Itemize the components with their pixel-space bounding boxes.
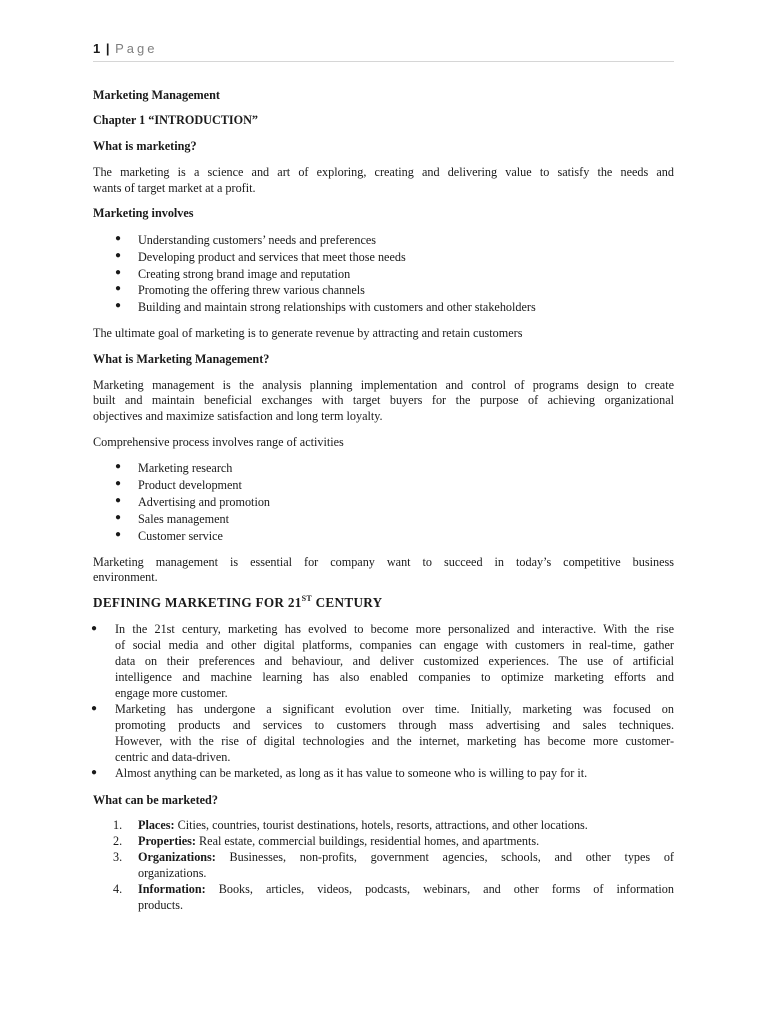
century-bullet-1-line-3: data on their preferences and behaviour, and deliver customized experiences. The use of artificial: [115, 654, 674, 668]
bullet-icon: ●: [91, 767, 98, 778]
bullet-icon: ●: [115, 300, 122, 311]
goal-paragraph: The ultimate goal of marketing is to generate revenue by attracting and retain customers: [93, 326, 523, 340]
page-number: 1: [93, 41, 101, 56]
list-number: 4.: [113, 882, 123, 896]
description: Books, articles, videos, podcasts, webinars, and other forms of information: [218, 882, 674, 896]
process-paragraph: Comprehensive process involves range of activities: [93, 435, 344, 449]
century-bullet-2-line-3: However, with the rise of digital technologies and the internet, marketing has become more customer-: [115, 734, 674, 748]
heading-superscript: ST: [301, 594, 313, 603]
bullet-icon: ●: [115, 283, 122, 294]
definition-line-1: The marketing is a science and art of exploring, creating and delivering value to satisfy the needs and: [93, 165, 674, 179]
list-item: Creating strong brand image and reputation: [138, 267, 351, 281]
heading-tail: CENTURY: [312, 595, 383, 610]
description: Cities, countries, tourist destinations, hotels, resorts, attractions, and other locations.: [177, 818, 588, 832]
bullet-icon: ●: [115, 250, 122, 261]
list-number: 1.: [113, 818, 123, 832]
bullet-icon: ●: [115, 512, 122, 523]
century-bullet-1-line-5: engage more customer.: [115, 686, 228, 700]
mm-line-3: objectives and maximize satisfaction and long term loyalty.: [93, 409, 383, 423]
list-item: Building and maintain strong relationships with customers and other stakeholders: [138, 300, 536, 314]
heading-main: DEFINING MARKETING FOR 21: [93, 595, 302, 610]
list-item: Developing product and services that meet those needs: [138, 250, 406, 264]
bullet-icon: ●: [115, 233, 122, 244]
mm-line-1: Marketing management is the analysis planning implementation and control of programs design to create: [93, 378, 674, 392]
essential-line-2: environment.: [93, 570, 158, 584]
list-number: 3.: [113, 850, 123, 864]
page-header: [93, 41, 674, 62]
list-item: [138, 833, 539, 849]
list-item: Marketing research: [138, 461, 233, 475]
list-item: Advertising and promotion: [138, 495, 271, 509]
bullet-icon: ●: [91, 703, 98, 714]
century-bullet-1-line-2: of social media and other digital platforms, companies can engage with customers in real-time, gather: [115, 638, 674, 652]
list-item: [138, 881, 674, 897]
list-item: Sales management: [138, 512, 230, 526]
question-marketing-management: What is Marketing Management?: [93, 352, 270, 366]
list-number: 2.: [113, 834, 123, 848]
century-bullet-2-line-2: promoting products and services to customers through mass advertising and sales techniques.: [115, 718, 674, 732]
bullet-icon: ●: [115, 267, 122, 278]
term: Places:: [138, 818, 175, 832]
century-bullet-2-line-4: centric and data-driven.: [115, 750, 231, 764]
involves-heading: Marketing involves: [93, 206, 194, 220]
page-label: Page: [115, 41, 158, 56]
term: Information:: [138, 882, 206, 896]
header-separator: |: [105, 41, 110, 56]
bullet-icon: ●: [115, 461, 122, 472]
bullet-icon: ●: [115, 495, 122, 506]
description: Real estate, commercial buildings, residential homes, and apartments.: [199, 834, 540, 848]
document-title: Marketing Management: [93, 88, 220, 102]
century-bullet-1-line-4: intelligence and machine learning has also enabled companies to optimize marketing efforts and: [115, 670, 674, 684]
list-item: Promoting the offering threw various channels: [138, 283, 365, 297]
list-item: [138, 849, 674, 865]
bullet-icon: ●: [115, 529, 122, 540]
term: Organizations:: [138, 850, 216, 864]
bullet-icon: ●: [91, 623, 98, 634]
description: Businesses, non-profits, government agencies, schools, and other types of: [229, 850, 674, 864]
mm-line-2: built and maintain beneficial exchanges with target buyers for the purpose of achieving organizational: [93, 393, 674, 407]
century-bullet-1-line-1: In the 21st century, marketing has evolved to become more personalized and interactive. With the rise: [115, 622, 674, 636]
century-bullet-3-line-1: Almost anything can be marketed, as long as it has value to someone who is willing to pay for it.: [115, 766, 588, 780]
bullet-icon: ●: [115, 478, 122, 489]
list-item: Customer service: [138, 529, 223, 543]
list-item-continuation: products.: [138, 898, 184, 912]
century-bullet-2-line-1: Marketing has undergone a significant evolution over time. Initially, marketing was focused on: [115, 702, 674, 716]
list-item-continuation: organizations.: [138, 866, 207, 880]
list-item: [138, 817, 588, 833]
question-what-can-be-marketed: What can be marketed?: [93, 793, 218, 807]
list-item: Understanding customers’ needs and preferences: [138, 233, 377, 247]
list-item: Product development: [138, 478, 242, 492]
chapter-heading: Chapter 1 “INTRODUCTION”: [93, 113, 258, 127]
term: Properties:: [138, 834, 196, 848]
essential-line-1: Marketing management is essential for company want to succeed in today’s competitive business: [93, 555, 674, 569]
section-heading-21st-century: [93, 595, 674, 611]
question-what-is-marketing: What is marketing?: [93, 139, 197, 153]
definition-line-2: wants of target market at a profit.: [93, 181, 256, 195]
